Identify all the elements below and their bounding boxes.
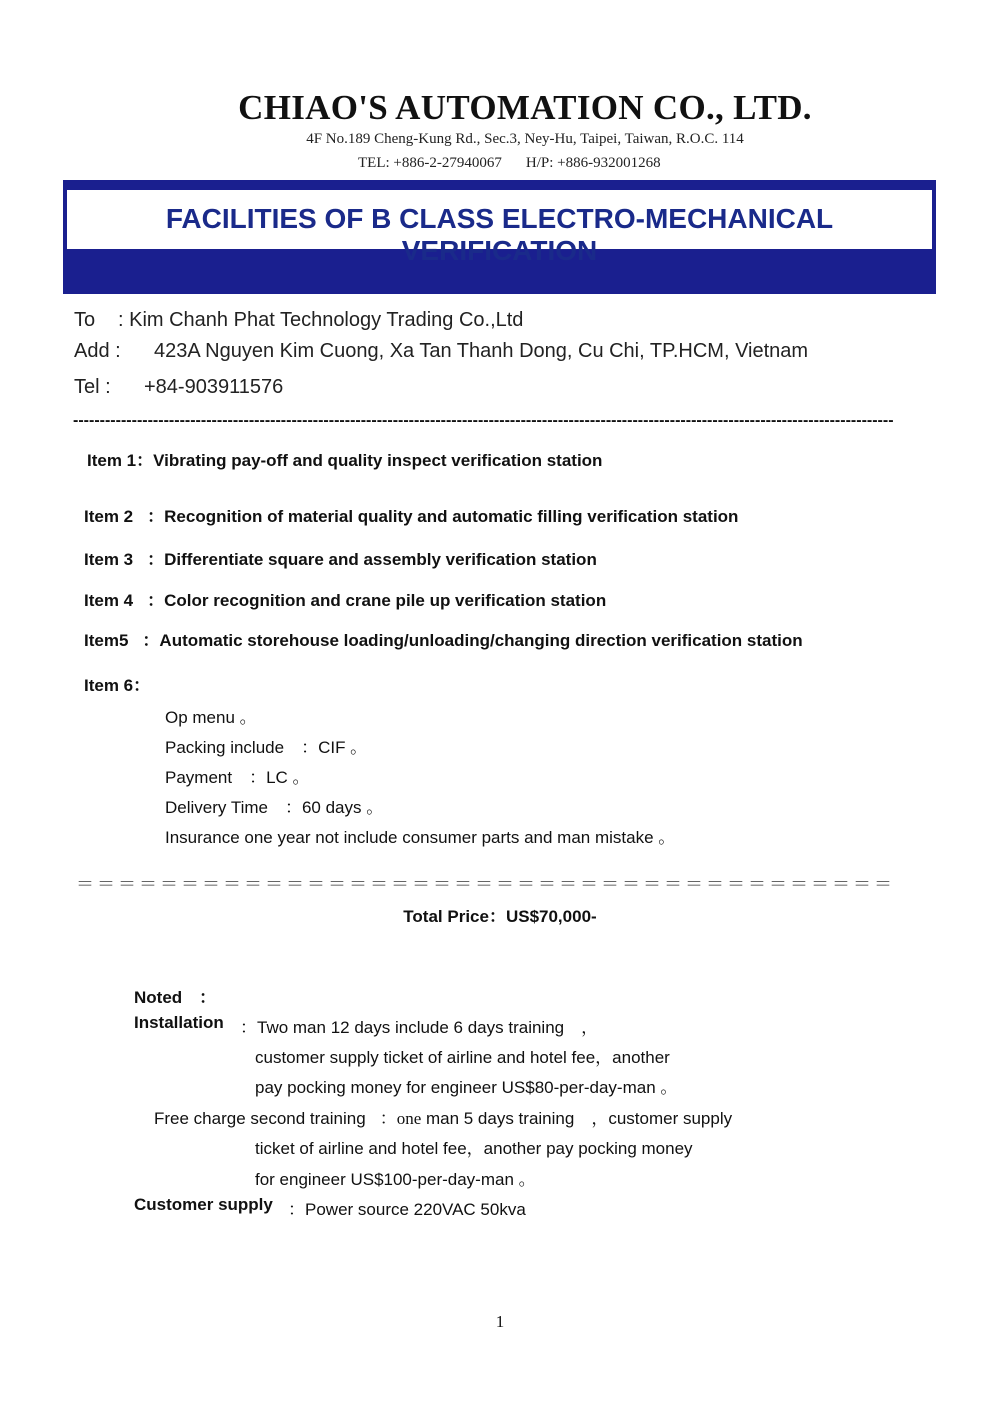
total-label: Total Price: [403, 907, 489, 926]
recipient-add-value: 423A Nguyen Kim Cuong, Xa Tan Thanh Dong, Cu Chi, TP.HCM, Vietnam: [154, 340, 809, 362]
item-separator: ：: [133, 676, 151, 695]
free-training-label: Free charge second training: [154, 1109, 366, 1128]
total-value: US$70,000-: [505, 907, 597, 926]
item-row: [87, 446, 602, 471]
item-text: Recognition of material quality and automatic filling verification station: [164, 507, 739, 526]
free-training-one: one: [396, 1109, 422, 1128]
item-separator: ：: [147, 591, 165, 610]
item-text: Vibrating pay-off and quality inspect verification station: [153, 451, 603, 470]
item6-detail: Payment ：LC 。: [165, 768, 310, 787]
item-row: [84, 626, 803, 651]
customer-supply-label: Customer supply: [134, 1195, 273, 1214]
noted-label: Noted ：: [134, 988, 217, 1007]
item-separator: ：: [147, 507, 165, 526]
company-tel: TEL: +886-2-27940067: [358, 155, 502, 171]
free-training-line: for engineer US$100-per-day-man 。: [255, 1170, 536, 1189]
page-number: 1: [495, 1312, 505, 1331]
company-name: CHIAO'S AUTOMATION CO., LTD.: [238, 88, 812, 127]
item-row: [84, 671, 150, 696]
item-text: Differentiate square and assembly verification station: [164, 550, 597, 569]
item-label: Item5: [84, 631, 129, 650]
item-separator: ：: [147, 550, 165, 569]
item-label: Item 3: [84, 550, 134, 569]
item-label: Item 1: [87, 451, 137, 470]
item-label: Item 4: [84, 591, 134, 610]
recipient-to-label: To: [74, 309, 96, 331]
installation-line: pay pocking money for engineer US$80-per-day-man 。: [255, 1078, 678, 1097]
company-address: 4F No.189 Cheng-Kung Rd., Sec.3, Ney-Hu, Taipei, Taiwan, R.O.C. 114: [306, 131, 744, 147]
recipient-tel-label: Tel :: [74, 376, 111, 398]
free-training-row: [154, 1104, 732, 1129]
customer-supply-value: ：Power source 220VAC 50kva: [288, 1200, 526, 1219]
recipient-add-label: Add :: [74, 340, 121, 362]
free-training-rest: man 5 days training ，customer supply: [421, 1109, 733, 1128]
item-label: Item 2: [84, 507, 134, 526]
total-separator: ：: [488, 907, 506, 926]
installation-line: ：Two man 12 days include 6 days training ，: [240, 1018, 599, 1037]
title-banner-box: [66, 189, 933, 266]
item6-detail: Op menu 。: [165, 708, 257, 727]
document-title: FACILITIES OF B CLASS ELECTRO-MECHANICAL VERIFICATION: [165, 203, 834, 266]
dashed-separator: ----------------------------------------------------------------------------------------------------------------------------------------------------------: [73, 412, 894, 429]
title-banner: [63, 180, 936, 294]
item-label: Item 6: [84, 676, 134, 695]
installation-label: Installation: [134, 1013, 224, 1032]
item6-detail: Delivery Time ：60 days 。: [165, 798, 384, 817]
item-text: Color recognition and crane pile up verification station: [164, 591, 607, 610]
installation-line: customer supply ticket of airline and hotel fee，another: [255, 1048, 670, 1067]
item-row: [84, 545, 597, 570]
total-price: [0, 902, 1000, 927]
recipient-tel-value: +84-903911576: [144, 376, 284, 398]
item6-detail: Insurance one year not include consumer parts and man mistake 。: [165, 828, 676, 847]
item-separator: ：: [142, 631, 160, 650]
item-text: Automatic storehouse loading/unloading/changing direction verification station: [159, 631, 803, 650]
company-contacts: [358, 155, 661, 172]
item-separator: ：: [136, 451, 154, 470]
item6-detail: Packing include ：CIF 。: [165, 738, 368, 757]
free-training-colon: ：: [379, 1109, 397, 1128]
item-row: [84, 502, 738, 527]
free-training-line: ticket of airline and hotel fee，another pay pocking money: [255, 1139, 693, 1158]
equals-separator: ＝＝＝＝＝＝＝＝＝＝＝＝＝＝＝＝＝＝＝＝＝＝＝＝＝＝＝＝＝＝＝＝＝＝＝＝＝＝＝: [76, 874, 895, 894]
item-row: [84, 586, 606, 611]
company-hp: H/P: +886-932001268: [525, 155, 661, 171]
recipient-to-value: : Kim Chanh Phat Technology Trading Co.,Ltd: [118, 309, 524, 331]
